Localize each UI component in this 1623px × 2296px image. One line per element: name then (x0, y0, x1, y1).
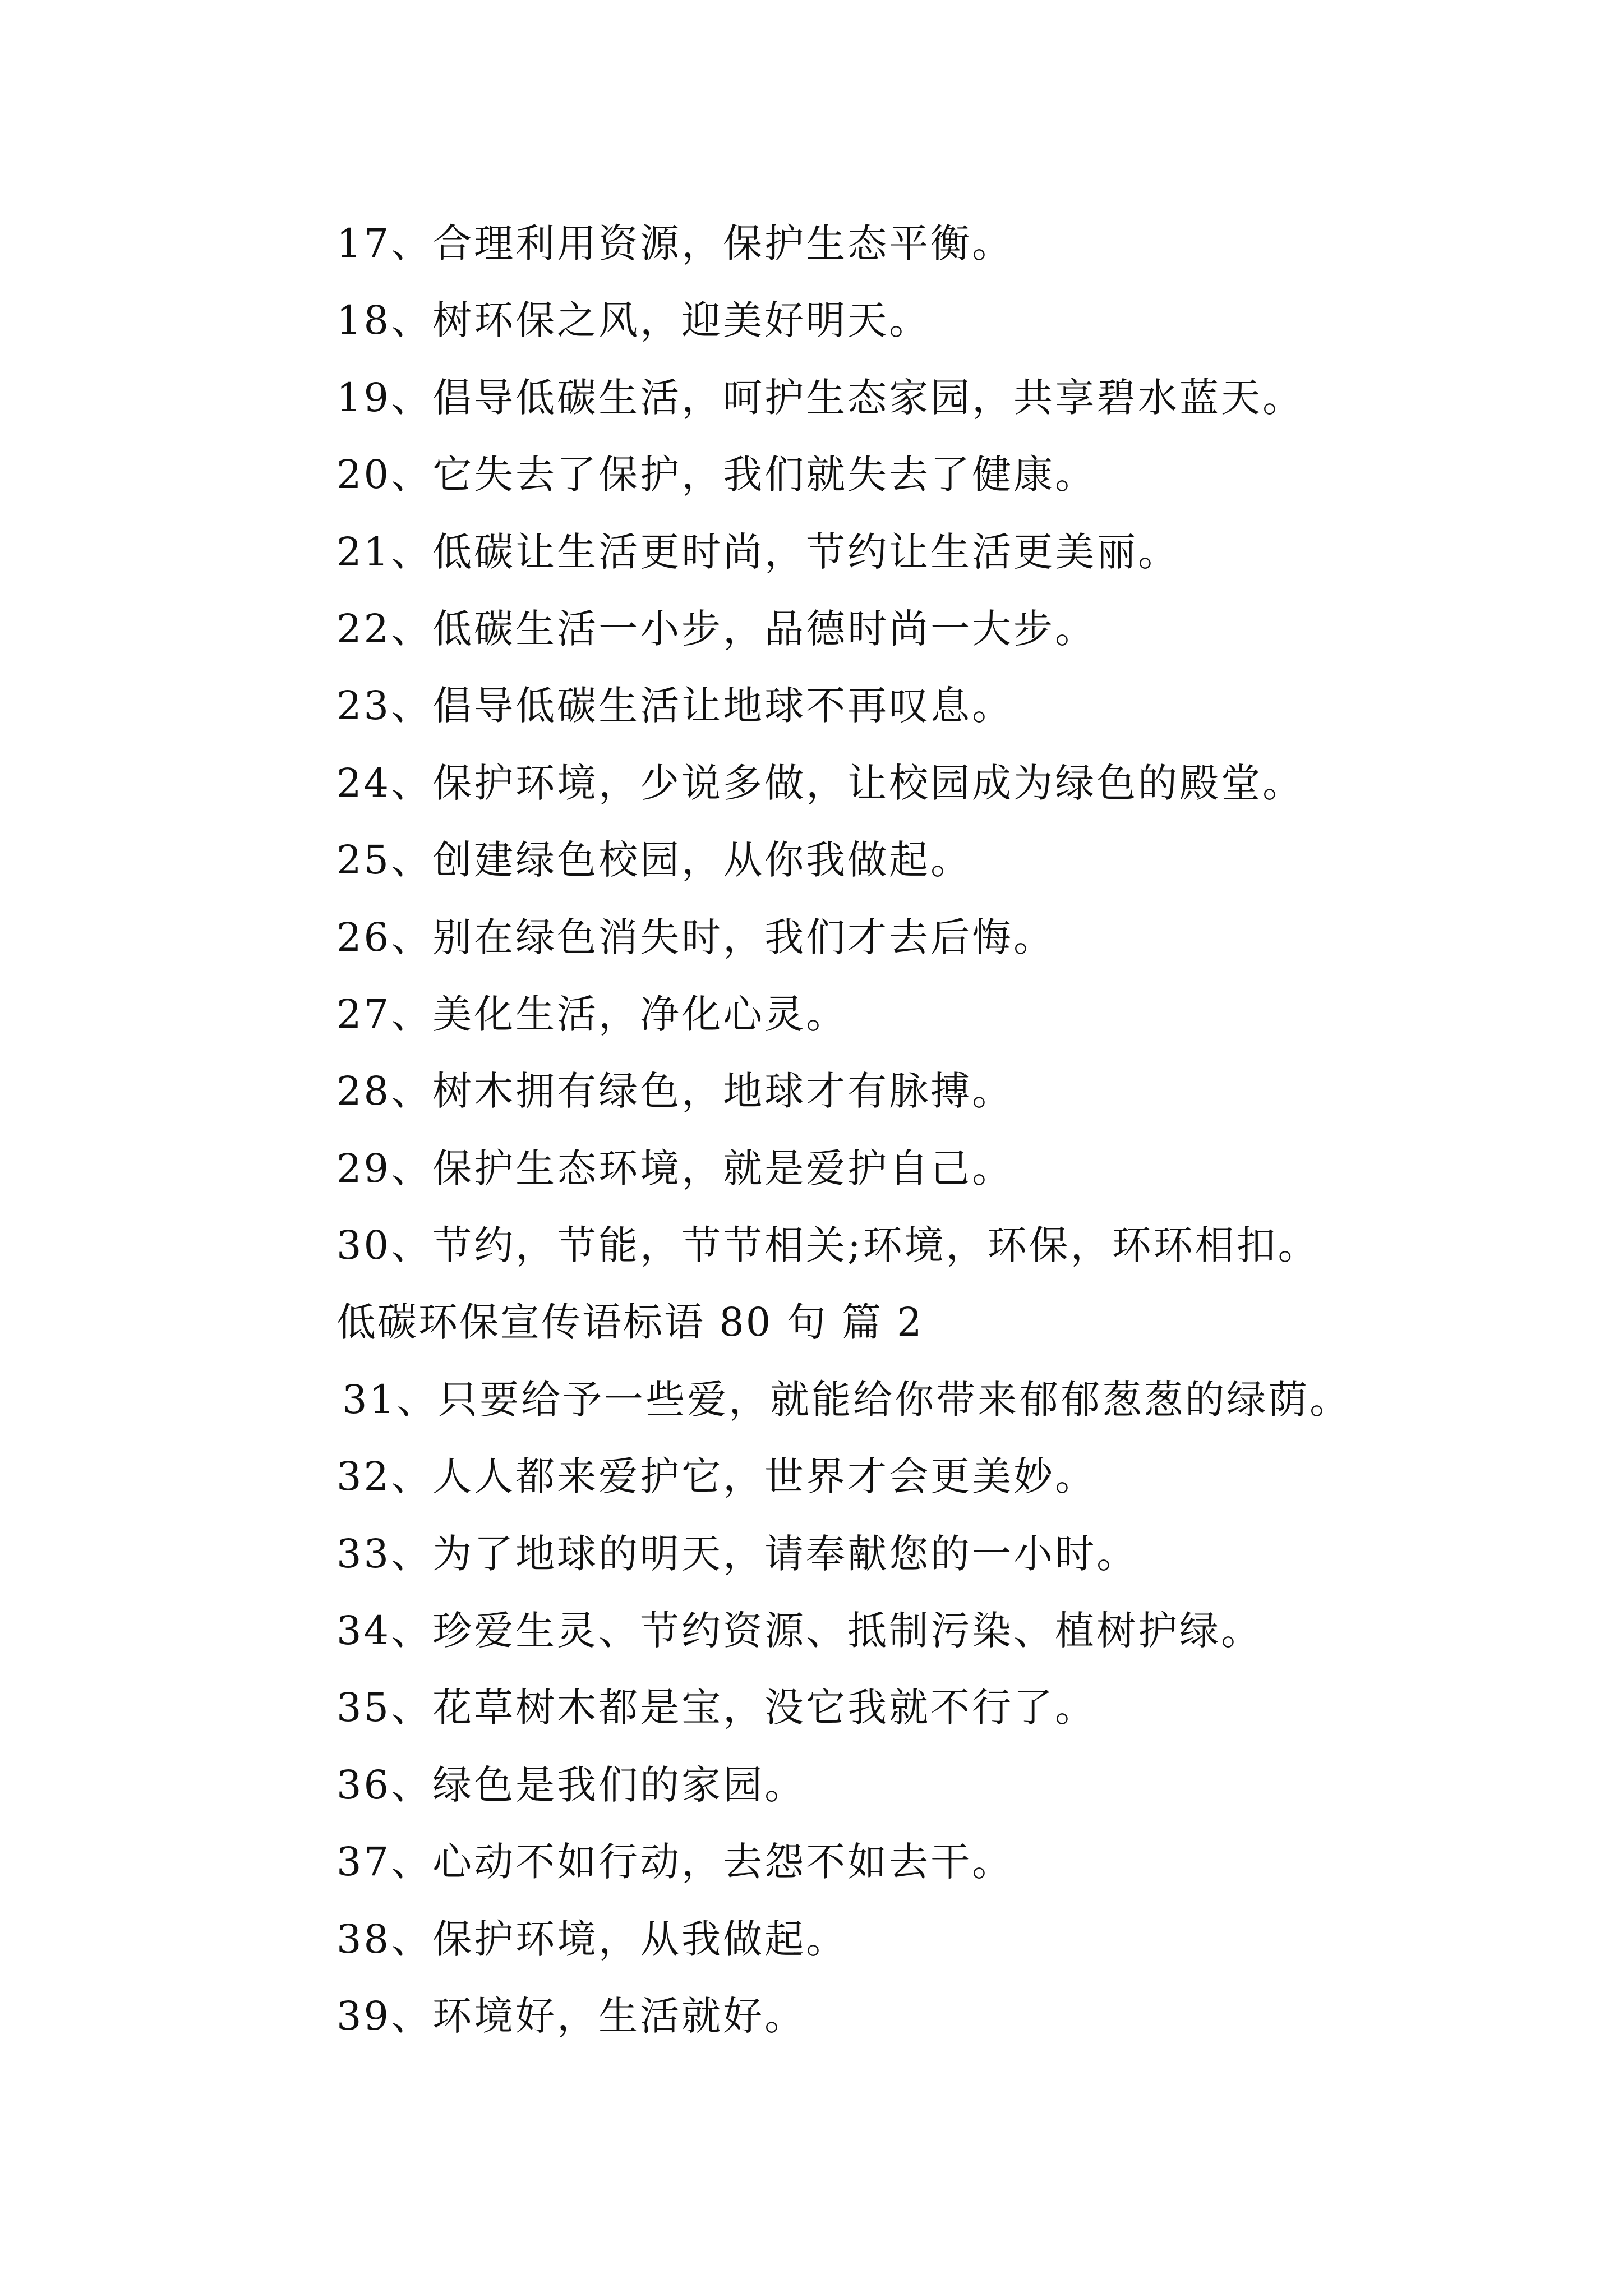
slogan-line: 33、为了地球的明天，请奉献您的一小时。 (336, 1530, 1138, 1577)
slogan-line: 27、美化生活，净化心灵。 (336, 991, 848, 1037)
slogan-line: 23、倡导低碳生活让地球不再叹息。 (336, 683, 1014, 729)
slogan-line: 35、花草树木都是宝，没它我就不行了。 (336, 1685, 1097, 1731)
slogan-line: 36、绿色是我们的家园。 (336, 1761, 806, 1808)
slogan-line: 37、心动不如行动，去怨不如去干。 (336, 1839, 1014, 1885)
document-body (336, 205, 1570, 2055)
slogan-line: 28、树木拥有绿色，地球才有脉搏。 (336, 1068, 1014, 1115)
slogan-line: 38、保护环境，从我做起。 (336, 1916, 848, 1962)
slogan-line: 22、低碳生活一小步，品德时尚一大步。 (336, 605, 1097, 652)
slogan-line: 19、倡导低碳生活，呵护生态家园，共享碧水蓝天。 (336, 374, 1304, 421)
slogan-line: 21、低碳让生活更时尚，节约让生活更美丽。 (336, 528, 1180, 575)
slogan-line: 34、珍爱生灵、节约资源、抵制污染、植树护绿。 (336, 1608, 1263, 1654)
slogan-line: 39、环境好，生活就好。 (336, 1993, 806, 2039)
slogan-line: 18、树环保之风，迎美好明天。 (336, 297, 931, 344)
slogan-line: 29、保护生态环境，就是爱护自己。 (336, 1145, 1014, 1191)
slogan-line: 26、别在绿色消失时，我们才去后悔。 (336, 914, 1055, 960)
slogan-line: 30、节约，节能，节节相关;环境，环保，环环相扣。 (336, 1222, 1320, 1269)
slogan-line: 24、保护环境，少说多做，让校园成为绿色的殿堂。 (336, 760, 1304, 806)
slogan-line: 31、只要给予一些爱，就能给你带来郁郁葱葱的绿荫。 (342, 1376, 1352, 1423)
slogan-line: 17、合理利用资源，保护生态平衡。 (336, 220, 1014, 266)
section-heading: 低碳环保宣传语标语 80 句 篇 2 (336, 1299, 924, 1346)
slogan-line: 32、人人都来爱护它，世界才会更美妙。 (336, 1453, 1097, 1500)
slogan-line: 25、创建绿色校园，从你我做起。 (336, 837, 972, 884)
slogan-line: 20、它失去了保护，我们就失去了健康。 (336, 452, 1097, 498)
